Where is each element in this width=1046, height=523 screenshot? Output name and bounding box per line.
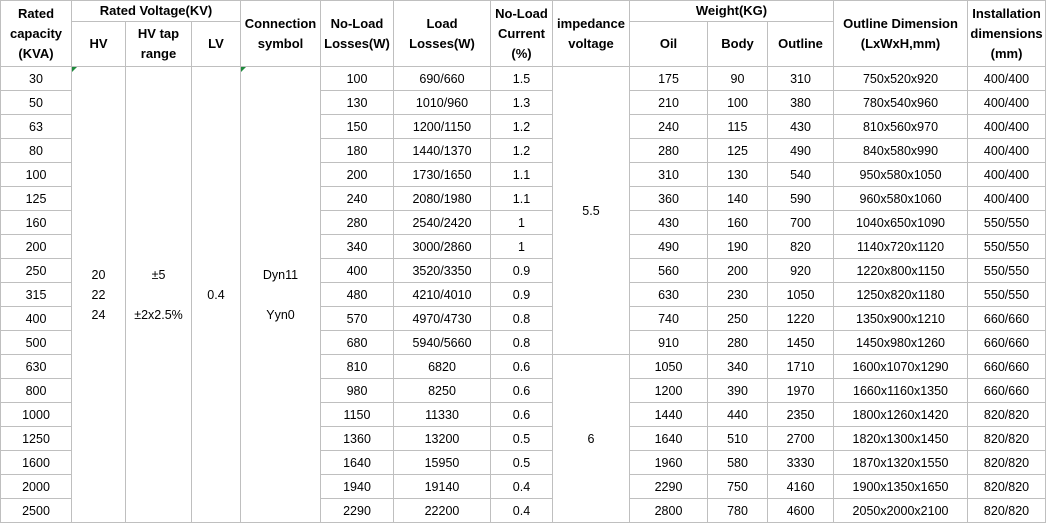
cell-no-load-current: 1 (491, 235, 553, 259)
cell-body: 90 (708, 67, 768, 91)
cell-dimension: 1450x980x1260 (834, 331, 968, 355)
header-load-losses: Load Losses(W) (394, 1, 491, 67)
cell-dimension: 1600x1070x1290 (834, 355, 968, 379)
cell-capacity: 1000 (1, 403, 72, 427)
cell-body: 340 (708, 355, 768, 379)
cell-outline: 430 (768, 115, 834, 139)
cell-no-load-current: 0.6 (491, 355, 553, 379)
cell-no-load-current: 0.5 (491, 427, 553, 451)
cell-connection-merged (241, 67, 321, 523)
cell-oil: 1440 (630, 403, 708, 427)
cell-installation: 400/400 (968, 67, 1046, 91)
cell-installation: 400/400 (968, 115, 1046, 139)
cell-capacity: 160 (1, 211, 72, 235)
cell-oil: 310 (630, 163, 708, 187)
cell-no-load-losses: 400 (321, 259, 394, 283)
cell-no-load-current: 1.5 (491, 67, 553, 91)
cell-dimension: 780x540x960 (834, 91, 968, 115)
cell-load-losses: 2540/2420 (394, 211, 491, 235)
cell-no-load-losses: 1360 (321, 427, 394, 451)
cell-outline: 1220 (768, 307, 834, 331)
cell-no-load-current: 0.9 (491, 283, 553, 307)
header-impedance-voltage: impedance voltage (553, 1, 630, 67)
cell-dimension: 1250x820x1180 (834, 283, 968, 307)
cell-dimension: 810x560x970 (834, 115, 968, 139)
cell-installation: 400/400 (968, 91, 1046, 115)
cell-installation: 660/660 (968, 331, 1046, 355)
cell-installation: 820/820 (968, 403, 1046, 427)
cell-no-load-current: 1 (491, 211, 553, 235)
cell-body: 190 (708, 235, 768, 259)
cell-body: 750 (708, 475, 768, 499)
cell-no-load-losses: 570 (321, 307, 394, 331)
cell-no-load-current: 0.6 (491, 379, 553, 403)
cell-no-load-losses: 810 (321, 355, 394, 379)
cell-capacity: 100 (1, 163, 72, 187)
cell-load-losses: 11330 (394, 403, 491, 427)
header-body: Body (708, 22, 768, 67)
cell-installation: 660/660 (968, 355, 1046, 379)
cell-load-losses: 19140 (394, 475, 491, 499)
cell-no-load-current: 1.1 (491, 187, 553, 211)
cell-capacity: 80 (1, 139, 72, 163)
cell-body: 130 (708, 163, 768, 187)
hv-value: 24 (91, 307, 106, 322)
cell-capacity: 63 (1, 115, 72, 139)
cell-dimension: 1660x1160x1350 (834, 379, 968, 403)
cell-installation: 400/400 (968, 139, 1046, 163)
cell-installation: 820/820 (968, 427, 1046, 451)
cell-oil: 175 (630, 67, 708, 91)
cell-installation: 820/820 (968, 475, 1046, 499)
table-body (1, 67, 1046, 523)
cell-no-load-losses: 150 (321, 115, 394, 139)
cell-load-losses: 1200/1150 (394, 115, 491, 139)
cell-capacity: 400 (1, 307, 72, 331)
cell-outline: 2350 (768, 403, 834, 427)
cell-oil: 740 (630, 307, 708, 331)
cell-body: 390 (708, 379, 768, 403)
cell-hv-merged (72, 67, 126, 523)
header-oil: Oil (630, 22, 708, 67)
cell-oil: 430 (630, 211, 708, 235)
cell-body: 510 (708, 427, 768, 451)
cell-impedance-6: 6 (553, 355, 630, 523)
cell-no-load-current: 1.3 (491, 91, 553, 115)
cell-load-losses: 5940/5660 (394, 331, 491, 355)
hv-value: 20 (91, 267, 106, 282)
cell-oil: 1200 (630, 379, 708, 403)
cell-dimension: 1140x720x1120 (834, 235, 968, 259)
cell-load-losses: 4970/4730 (394, 307, 491, 331)
cell-oil: 280 (630, 139, 708, 163)
cell-body: 280 (708, 331, 768, 355)
cell-body: 250 (708, 307, 768, 331)
cell-no-load-losses: 280 (321, 211, 394, 235)
cell-dimension: 1220x800x1150 (834, 259, 968, 283)
cell-no-load-losses: 680 (321, 331, 394, 355)
cell-outline: 700 (768, 211, 834, 235)
cell-oil: 360 (630, 187, 708, 211)
cell-load-losses: 4210/4010 (394, 283, 491, 307)
cell-oil: 560 (630, 259, 708, 283)
cell-installation: 550/550 (968, 211, 1046, 235)
cell-load-losses: 2080/1980 (394, 187, 491, 211)
cell-dimension: 1820x1300x1450 (834, 427, 968, 451)
cell-no-load-losses: 340 (321, 235, 394, 259)
header-installation-dimensions: Installation dimensions (mm) (968, 1, 1046, 67)
cell-no-load-current: 0.8 (491, 331, 553, 355)
cell-oil: 1050 (630, 355, 708, 379)
cell-no-load-losses: 200 (321, 163, 394, 187)
cell-outline: 1710 (768, 355, 834, 379)
cell-load-losses: 13200 (394, 427, 491, 451)
cell-installation: 550/550 (968, 283, 1046, 307)
cell-installation: 820/820 (968, 499, 1046, 523)
cell-capacity: 200 (1, 235, 72, 259)
cell-outline: 380 (768, 91, 834, 115)
cell-capacity: 1600 (1, 451, 72, 475)
cell-no-load-current: 0.9 (491, 259, 553, 283)
cell-dimension: 1040x650x1090 (834, 211, 968, 235)
cell-no-load-current: 1.2 (491, 139, 553, 163)
cell-capacity: 30 (1, 67, 72, 91)
hv-tap-value: ±2x2.5% (134, 307, 183, 322)
cell-installation: 400/400 (968, 163, 1046, 187)
cell-load-losses: 690/660 (394, 67, 491, 91)
cell-lv-merged: 0.4 (192, 67, 241, 523)
cell-oil: 1960 (630, 451, 708, 475)
cell-load-losses: 1440/1370 (394, 139, 491, 163)
header-outline: Outline (768, 22, 834, 67)
cell-capacity: 630 (1, 355, 72, 379)
cell-capacity: 500 (1, 331, 72, 355)
cell-body: 100 (708, 91, 768, 115)
header-rated-voltage: Rated Voltage(KV) (72, 1, 241, 22)
cell-no-load-current: 1.1 (491, 163, 553, 187)
cell-impedance-5-5: 5.5 (553, 67, 630, 355)
cell-oil: 630 (630, 283, 708, 307)
connection-value: Yyn0 (266, 307, 295, 322)
cell-no-load-losses: 130 (321, 91, 394, 115)
cell-capacity: 125 (1, 187, 72, 211)
table-row (1, 67, 1046, 91)
cell-outline: 490 (768, 139, 834, 163)
header-no-load-current: No-Load Current (%) (491, 1, 553, 67)
cell-body: 580 (708, 451, 768, 475)
cell-no-load-current: 0.6 (491, 403, 553, 427)
cell-installation: 660/660 (968, 307, 1046, 331)
cell-body: 230 (708, 283, 768, 307)
cell-no-load-losses: 1150 (321, 403, 394, 427)
cell-oil: 490 (630, 235, 708, 259)
cell-outline: 590 (768, 187, 834, 211)
cell-body: 115 (708, 115, 768, 139)
cell-dimension: 1350x900x1210 (834, 307, 968, 331)
cell-capacity: 2000 (1, 475, 72, 499)
cell-dimension: 840x580x990 (834, 139, 968, 163)
cell-oil: 2800 (630, 499, 708, 523)
cell-installation: 550/550 (968, 259, 1046, 283)
cell-oil: 210 (630, 91, 708, 115)
cell-no-load-losses: 480 (321, 283, 394, 307)
cell-body: 780 (708, 499, 768, 523)
cell-capacity: 315 (1, 283, 72, 307)
cell-oil: 240 (630, 115, 708, 139)
cell-no-load-current: 0.4 (491, 499, 553, 523)
cell-outline: 820 (768, 235, 834, 259)
cell-dimension: 1800x1260x1420 (834, 403, 968, 427)
hv-value: 22 (91, 287, 106, 302)
cell-outline: 540 (768, 163, 834, 187)
cell-outline: 1050 (768, 283, 834, 307)
cell-load-losses: 22200 (394, 499, 491, 523)
cell-capacity: 1250 (1, 427, 72, 451)
cell-outline: 310 (768, 67, 834, 91)
cell-capacity: 2500 (1, 499, 72, 523)
cell-no-load-losses: 180 (321, 139, 394, 163)
hv-tap-value: ±5 (151, 267, 166, 282)
cell-outline: 1970 (768, 379, 834, 403)
cell-outline: 920 (768, 259, 834, 283)
cell-no-load-losses: 240 (321, 187, 394, 211)
cell-no-load-current: 0.4 (491, 475, 553, 499)
cell-installation: 820/820 (968, 451, 1046, 475)
cell-body: 125 (708, 139, 768, 163)
header-no-load-losses: No-Load Losses(W) (321, 1, 394, 67)
cell-capacity: 250 (1, 259, 72, 283)
cell-outline: 1450 (768, 331, 834, 355)
cell-dimension: 750x520x920 (834, 67, 968, 91)
connection-value: Dyn11 (262, 267, 299, 282)
header-rated-capacity: Rated capacity (KVA) (1, 1, 72, 67)
cell-load-losses: 6820 (394, 355, 491, 379)
cell-installation: 660/660 (968, 379, 1046, 403)
cell-installation: 550/550 (968, 235, 1046, 259)
cell-dimension: 1900x1350x1650 (834, 475, 968, 499)
header-connection-symbol: Connection symbol (241, 1, 321, 67)
cell-installation: 400/400 (968, 187, 1046, 211)
cell-body: 440 (708, 403, 768, 427)
cell-no-load-current: 0.5 (491, 451, 553, 475)
cell-oil: 910 (630, 331, 708, 355)
header-weight: Weight(KG) (630, 1, 834, 22)
cell-dimension: 2050x2000x2100 (834, 499, 968, 523)
cell-dimension: 950x580x1050 (834, 163, 968, 187)
cell-no-load-current: 0.8 (491, 307, 553, 331)
cell-outline: 2700 (768, 427, 834, 451)
cell-load-losses: 8250 (394, 379, 491, 403)
cell-body: 160 (708, 211, 768, 235)
cell-no-load-losses: 1640 (321, 451, 394, 475)
cell-capacity: 800 (1, 379, 72, 403)
cell-outline: 3330 (768, 451, 834, 475)
header-outline-dimension: Outline Dimension (LxWxH,mm) (834, 1, 968, 67)
cell-body: 200 (708, 259, 768, 283)
cell-oil: 1640 (630, 427, 708, 451)
cell-oil: 2290 (630, 475, 708, 499)
header-hv: HV (72, 22, 126, 67)
cell-load-losses: 3520/3350 (394, 259, 491, 283)
cell-load-losses: 1010/960 (394, 91, 491, 115)
cell-hv-tap-merged (126, 67, 192, 523)
cell-load-losses: 3000/2860 (394, 235, 491, 259)
cell-capacity: 50 (1, 91, 72, 115)
header-lv: LV (192, 22, 241, 67)
cell-no-load-losses: 1940 (321, 475, 394, 499)
cell-load-losses: 1730/1650 (394, 163, 491, 187)
cell-no-load-losses: 100 (321, 67, 394, 91)
cell-dimension: 960x580x1060 (834, 187, 968, 211)
header-hv-tap-range: HV tap range (126, 22, 192, 67)
cell-no-load-current: 1.2 (491, 115, 553, 139)
cell-no-load-losses: 2290 (321, 499, 394, 523)
cell-outline: 4160 (768, 475, 834, 499)
cell-outline: 4600 (768, 499, 834, 523)
cell-dimension: 1870x1320x1550 (834, 451, 968, 475)
cell-no-load-losses: 980 (321, 379, 394, 403)
cell-body: 140 (708, 187, 768, 211)
cell-load-losses: 15950 (394, 451, 491, 475)
